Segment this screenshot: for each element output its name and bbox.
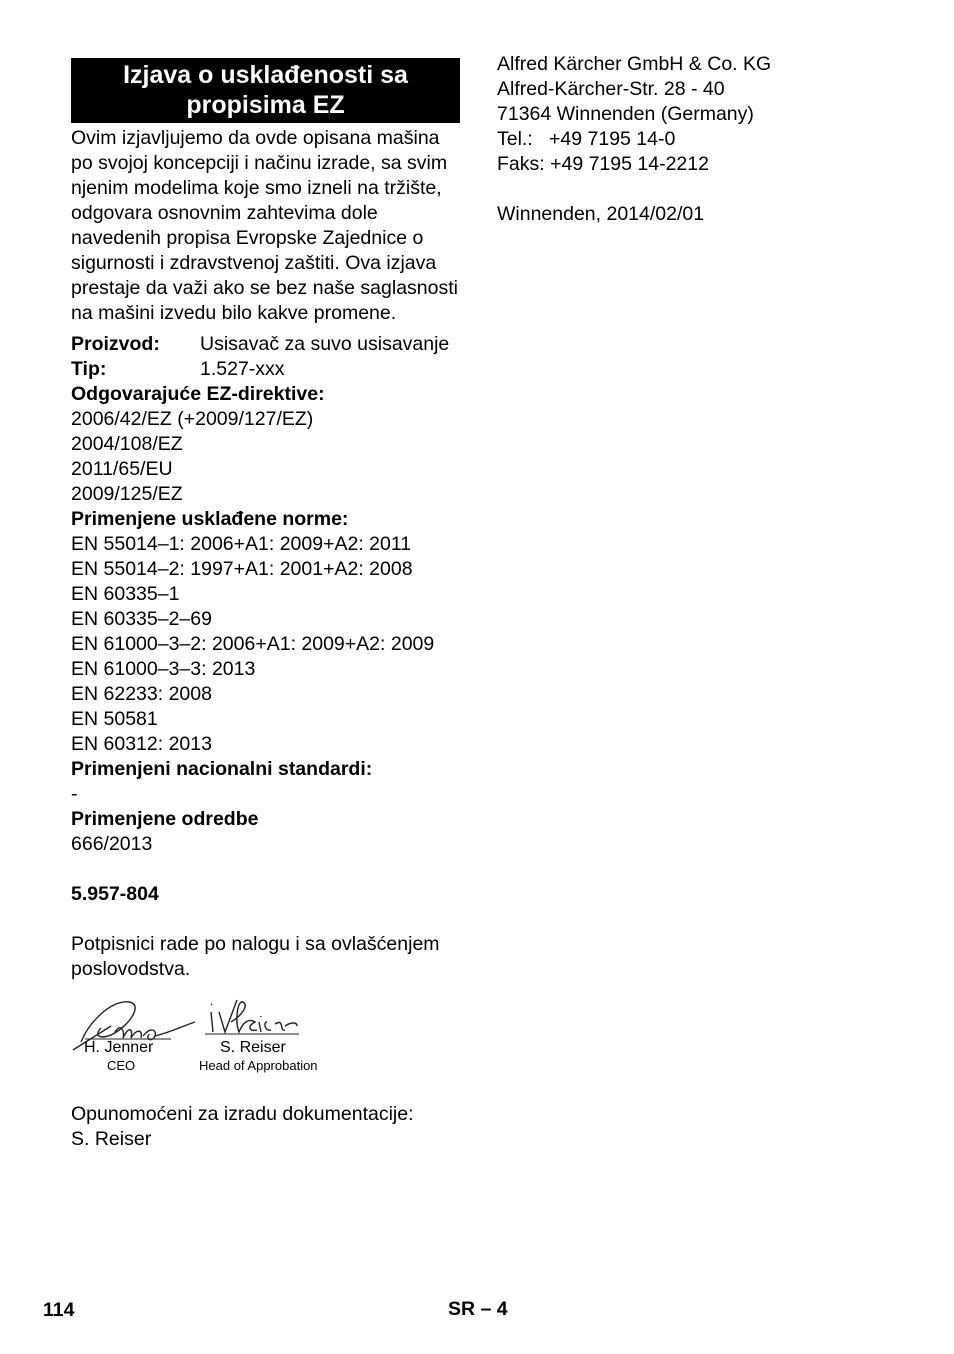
regulations-heading: Primenjene odredbe xyxy=(71,808,259,830)
page-number: 114 xyxy=(43,1299,75,1321)
type-row xyxy=(71,357,463,382)
national-standards-heading: Primenjeni nacionalni standardi: xyxy=(71,758,373,780)
regulations-value: 666/2013 xyxy=(71,833,153,855)
norm-item: EN 60312: 2013 xyxy=(71,733,212,755)
norms-heading: Primenjene usklađene norme: xyxy=(71,508,349,530)
signatory-role: Head of Approbation xyxy=(199,1058,318,1073)
title-line-1: Izjava o usklađenosti sa xyxy=(123,61,408,89)
directives-heading: Odgovarajuće EZ-direktive: xyxy=(71,383,325,405)
directive-item: 2004/108/EZ xyxy=(71,433,183,455)
signature-block xyxy=(71,992,463,1102)
directive-item: 2009/125/EZ xyxy=(71,483,183,505)
company-line: Faks: +49 7195 14-2212 xyxy=(497,153,709,175)
product-label: Proizvod: xyxy=(71,333,160,355)
page-title xyxy=(71,58,460,123)
signatory-role: CEO xyxy=(107,1058,136,1073)
company-line: Alfred-Kärcher-Str. 28 - 40 xyxy=(497,78,725,100)
type-label: Tip: xyxy=(71,358,107,380)
company-line: Alfred Kärcher GmbH & Co. KG xyxy=(497,53,772,75)
product-value: Usisavač za suvo usisavanje xyxy=(200,333,450,355)
right-column xyxy=(497,52,917,227)
signatories-note: Potpisnici rade po nalogu i sa ovlašćenjem poslovodstva. xyxy=(71,933,440,980)
left-column xyxy=(71,58,463,1152)
norm-item: EN 62233: 2008 xyxy=(71,683,212,705)
document-number: 5.957-804 xyxy=(71,883,159,905)
norm-item: EN 61000–3–3: 2013 xyxy=(71,658,256,680)
norm-item: EN 60335–1 xyxy=(71,583,180,605)
intro-paragraph: Ovim izjavljujemo da ovde opisana mašina po svojoj koncepciji i načinu izrade, sa svim njenim modelima koje smo izneli na tržište, odgovara osnovnim zahtevima dole navedenih propisa Evropske Zajednice o sigurnosti i zdravstvenoj zaštiti. Ova izjava prestaje da važi ako se bez naše saglasnosti na mašini izvedu bilo kakve promene. xyxy=(71,127,458,324)
signatory-name: H. Jenner xyxy=(84,1039,154,1056)
directive-item: 2011/65/EU xyxy=(71,458,173,480)
place-date: Winnenden, 2014/02/01 xyxy=(497,203,705,225)
section-label: SR – 4 xyxy=(448,1298,508,1320)
directive-item: 2006/42/EZ (+2009/127/EZ) xyxy=(71,408,314,430)
authorized-label: Opunomoćeni za izradu dokumentacije: xyxy=(71,1103,414,1125)
national-standards-value: - xyxy=(71,783,78,805)
company-line: Tel.: +49 7195 14-0 xyxy=(497,128,676,150)
signatory-name: S. Reiser xyxy=(220,1039,286,1056)
norm-item: EN 60335–2–69 xyxy=(71,608,212,630)
norm-item: EN 50581 xyxy=(71,708,158,730)
title-line-2: propisima EZ xyxy=(186,91,345,119)
norm-item: EN 55014–2: 1997+A1: 2001+A2: 2008 xyxy=(71,558,413,580)
type-value: 1.527-xxx xyxy=(200,358,285,380)
product-row xyxy=(71,332,463,357)
norm-item: EN 55014–1: 2006+A1: 2009+A2: 2011 xyxy=(71,533,412,555)
authorized-name: S. Reiser xyxy=(71,1128,152,1150)
norm-item: EN 61000–3–2: 2006+A1: 2009+A2: 2009 xyxy=(71,633,435,655)
company-line: 71364 Winnenden (Germany) xyxy=(497,103,754,125)
